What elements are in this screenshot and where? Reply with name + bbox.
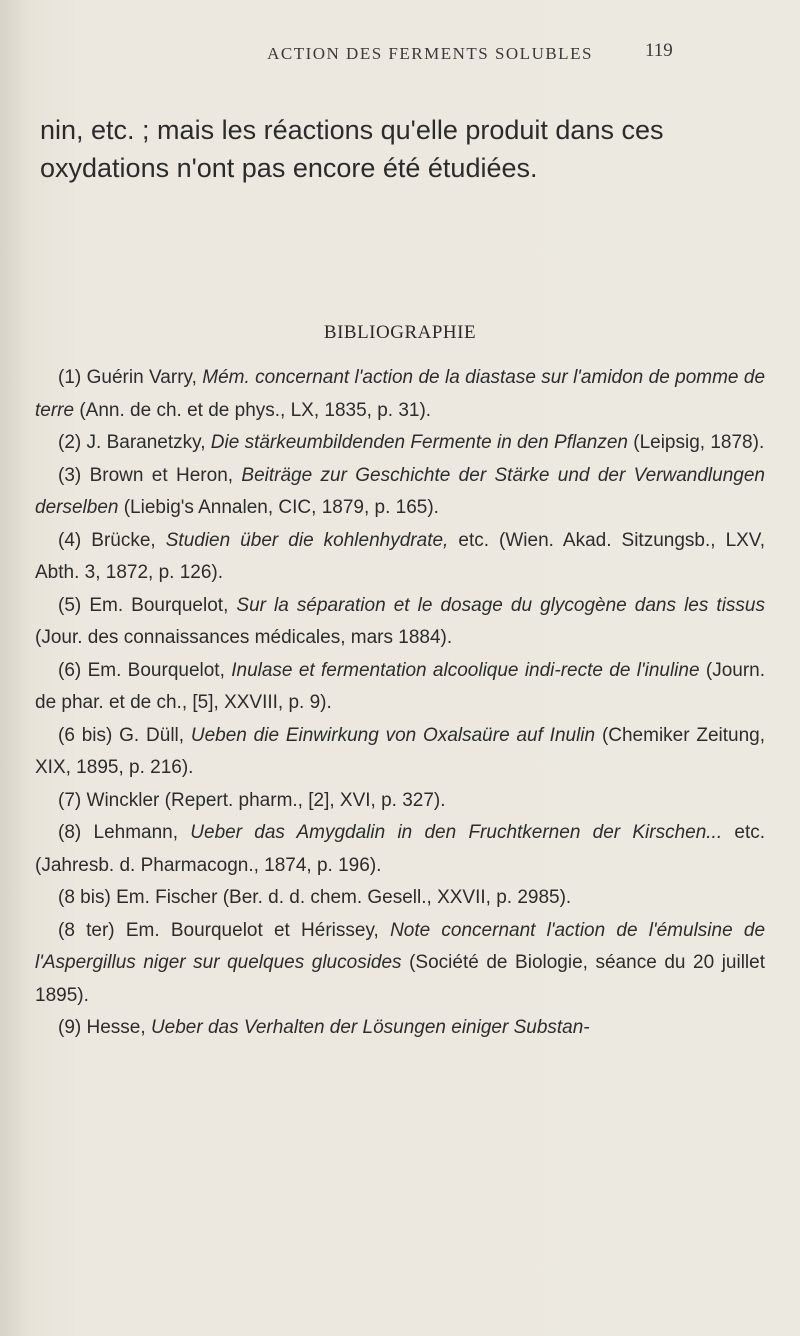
bibliography-entry: (8 bis) Em. Fischer (Ber. d. d. chem. Gesell., XXVII, p. 2985). xyxy=(58,887,572,908)
bibliography-entry: (3) Brown et Heron, Beiträge zur Geschichte der Stärke und der Verwandlungen derselben (Liebig's Annalen, CIC, 1879, p. 165). xyxy=(35,464,765,518)
intro-paragraph: nin, etc. ; mais les réactions qu'elle produit dans ces oxydations n'ont pas encore été étudiées. xyxy=(40,115,664,183)
bibliography-entry: (8) Lehmann, Ueber das Amygdalin in den Fruchtkernen der Kirschen... etc. (Jahresb. d. Pharmacogn., 1874, p. 196). xyxy=(35,822,766,876)
bibliography-entry: (1) Guérin Varry, Mém. concernant l'action de la diastase sur l'amidon de pomme de terre (Ann. de ch. et de phys., LX, 1835, p. 31). xyxy=(35,367,766,421)
bibliography-entry: (2) J. Baranetzky, Die stärkeumbildenden Fermente in den Pflanzen (Leipsig, 1878). xyxy=(58,432,765,453)
bibliography-entry: (7) Winckler (Repert. pharm., [2], XVI, p. 327). xyxy=(58,789,446,811)
running-head: ACTION DES FERMENTS SOLUBLES xyxy=(267,44,593,63)
bibliography-entry: (5) Em. Bourquelot, Sur la séparation et le dosage du glycogène dans les tissus (Jour. des connaissances médicales, mars 1884). xyxy=(35,594,765,648)
page-number: 119 xyxy=(645,40,673,61)
bibliography-entry: (6 bis) G. Düll, Ueben die Einwirkung von Oxalsaüre auf Inulin (Chemiker Zeitung, XIX, 1895, p. 216). xyxy=(35,724,766,778)
bibliography-list xyxy=(35,362,765,1045)
bibliography-entry: (9) Hesse, Ueber das Verhalten der Lösungen einiger Substan- xyxy=(58,1017,590,1038)
bibliography-entry: (8 ter) Em. Bourquelot et Hérissey, Note concernant l'action de l'émulsine de l'Aspergillus niger sur quelques glucosides (Société de Biologie, séance du 20 juillet 1895). xyxy=(35,919,766,1006)
bibliography-entry: (4) Brücke, Studien über die kohlenhydrate, etc. (Wien. Akad. Sitzungsb., LXV, Abth. 3, 1872, p. 126). xyxy=(35,529,766,583)
bibliography-heading: BIBLIOGRAPHIE xyxy=(323,322,477,343)
bibliography-entry: (6) Em. Bourquelot, Inulase et fermentation alcoolique indi-recte de l'inuline (Journ. de phar. et de ch., [5], XXVIII, p. 9). xyxy=(35,659,766,713)
